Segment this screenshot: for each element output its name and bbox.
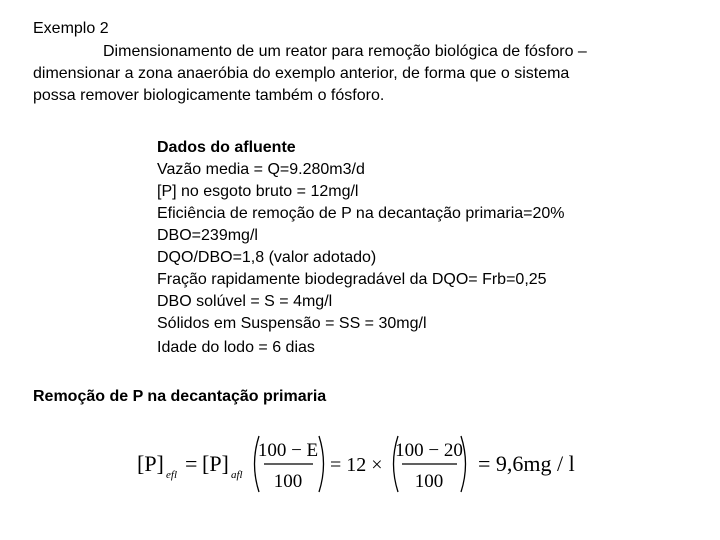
equation-multiplier: = 12 × xyxy=(330,454,383,476)
affluent-data-item: Sólidos em Suspensão = SS = 30mg/l xyxy=(157,315,427,332)
equation-rhs-subscript: afl xyxy=(231,469,243,481)
intro-line-2: dimensionar a zona anaeróbia do exemplo anterior, de forma que o sistema xyxy=(33,65,570,82)
equation-rhs-term: [P] xyxy=(202,451,229,476)
affluent-data-item: Vazão media = Q=9.280m3/d xyxy=(157,161,365,178)
fraction2-denominator: 100 xyxy=(414,471,444,492)
intro-line-3: possa remover biologicamente também o fósforo. xyxy=(33,87,385,104)
phosphorus-equation xyxy=(130,428,600,500)
affluent-data-item: [P] no esgoto bruto = 12mg/l xyxy=(157,183,359,200)
equation-lhs: [P] xyxy=(137,451,164,476)
equation-equals: = xyxy=(185,451,198,476)
fraction2-numerator: 100 − 20 xyxy=(395,440,463,461)
affluent-data-title: Dados do afluente xyxy=(157,139,296,156)
paren-right xyxy=(319,436,324,492)
affluent-data-item: DBO solúvel = S = 4mg/l xyxy=(157,293,333,310)
affluent-data-item: Eficiência de remoção de P na decantação primaria=20% xyxy=(157,205,565,222)
equation-lhs-subscript: efl xyxy=(166,469,177,481)
affluent-data-item: Fração rapidamente biodegradável da DQO= Frb=0,25 xyxy=(157,271,547,288)
affluent-data-item: Idade do lodo = 6 dias xyxy=(157,339,315,356)
fraction1-numerator: 100 − E xyxy=(257,440,319,461)
affluent-data-item: DQO/DBO=1,8 (valor adotado) xyxy=(157,249,377,266)
affluent-data-item: DBO=239mg/l xyxy=(157,227,258,244)
example-title: Exemplo 2 xyxy=(33,20,109,37)
fraction1-denominator: 100 xyxy=(273,471,303,492)
equation-result: = 9,6mg / l xyxy=(478,451,575,476)
section-title: Remoção de P na decantação primaria xyxy=(33,388,327,405)
intro-line-1: Dimensionamento de um reator para remoção biológica de fósforo – xyxy=(103,43,587,60)
